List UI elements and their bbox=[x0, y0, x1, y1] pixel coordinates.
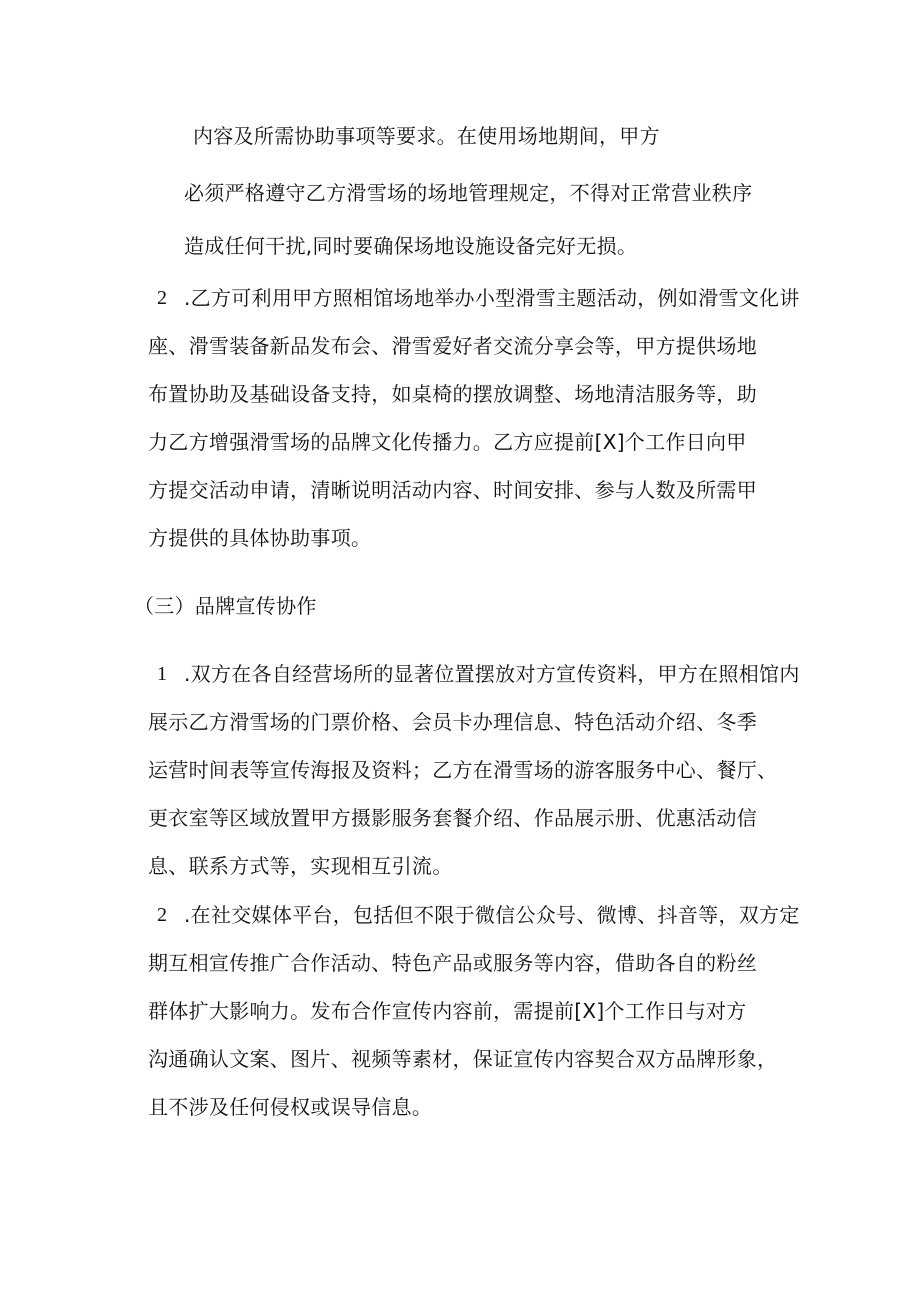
list-item-line: 更衣室等区域放置甲方摄影服务套餐介绍、作品展示册、优惠活动信 bbox=[148, 806, 757, 830]
list-number: 2 bbox=[157, 904, 167, 926]
list-item-line: 运营时间表等宣传海报及资料；乙方在滑雪场的游客服务中心、餐厅、 bbox=[148, 758, 778, 782]
list-number: 2 bbox=[157, 287, 167, 309]
list-item-line: 群体扩大影响力。发布合作宣传内容前，需提前[X]个工作日与对方 bbox=[148, 999, 747, 1023]
section-heading: （三）品牌宣传协作 bbox=[134, 594, 317, 618]
list-item-line: 息、联系方式等，实现相互引流。 bbox=[148, 854, 453, 878]
paragraph-line: 造成任何干扰,同时要确保场地设施设备完好无损。 bbox=[184, 234, 638, 258]
list-number: 1 bbox=[157, 663, 167, 685]
list-item-line: 座、滑雪装备新品发布会、滑雪爱好者交流分享会等，甲方提供场地 bbox=[148, 334, 757, 358]
list-item-line: 方提交活动申请，清晰说明活动内容、时间安排、参与人数及所需甲 bbox=[148, 478, 757, 502]
list-item-line: 展示乙方滑雪场的门票价格、会员卡办理信息、特色活动介绍、冬季 bbox=[148, 710, 757, 734]
list-item-line: 布置协助及基础设备支持，如桌椅的摆放调整、场地清洁服务等，助 bbox=[148, 382, 757, 406]
paragraph-line: 必须严格遵守乙方滑雪场的场地管理规定，不得对正常营业秩序 bbox=[184, 181, 753, 205]
list-item-line: .乙方可利用甲方照相馆场地举办小型滑雪主题活动，例如滑雪文化讲 bbox=[184, 286, 800, 310]
list-item-line: 且不涉及任何侵权或误导信息。 bbox=[148, 1095, 433, 1119]
list-item-line: .在社交媒体平台，包括但不限于微信公众号、微博、抖音等，双方定 bbox=[184, 903, 800, 927]
list-item-line: 方提供的具体协助事项。 bbox=[148, 526, 372, 550]
list-item-line: .双方在各自经营场所的显著位置摆放对方宣传资料，甲方在照相馆内 bbox=[184, 662, 800, 686]
list-item-line: 期互相宣传推广合作活动、特色产品或服务等内容，借助各自的粉丝 bbox=[148, 951, 757, 975]
paragraph-line: 内容及所需协助事项等要求。在使用场地期间，甲方 bbox=[193, 124, 660, 148]
list-item-line: 力乙方增强滑雪场的品牌文化传播力。乙方应提前[X]个工作日向甲 bbox=[148, 430, 747, 454]
list-item-line: 沟通确认文案、图片、视频等素材，保证宣传内容契合双方品牌形象， bbox=[148, 1047, 778, 1071]
